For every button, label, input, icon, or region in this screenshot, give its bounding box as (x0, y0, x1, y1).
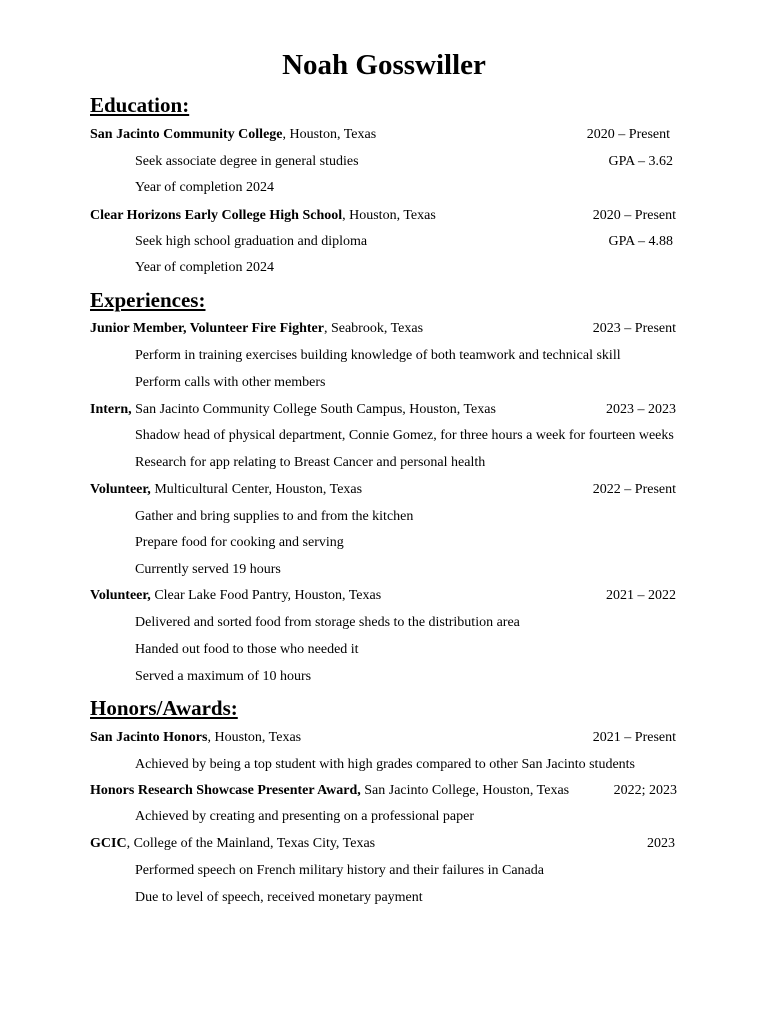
entry-title: Clear Horizons Early College High School (90, 208, 343, 223)
entry-title: Intern, (90, 402, 132, 417)
entry-date: 2021 – Present (592, 730, 676, 745)
entry-detail: Research for app relating to Breast Cancer and personal health (135, 455, 486, 470)
entry-location: San Jacinto College, Houston, Texas (360, 783, 570, 798)
entry-detail: Served a maximum of 10 hours (135, 669, 312, 684)
entry-location: San Jacinto Community College South Campus, Houston, Texas (131, 402, 496, 417)
entry-location: , Houston, Texas (342, 208, 436, 223)
experience-entry (90, 399, 676, 421)
gpa-value: GPA – 3.62 (608, 154, 673, 169)
experiences-heading: Experiences: (90, 288, 206, 312)
entry-date: 2022; 2023 (613, 783, 677, 798)
honor-entry (90, 727, 676, 749)
entry-detail (135, 177, 673, 199)
resume-name: Noah Gosswiller (282, 49, 486, 81)
entry-date: 2021 – 2022 (606, 588, 676, 603)
entry-detail: Prepare food for cooking and serving (135, 535, 344, 550)
detail-text: Seek high school graduation and diploma (135, 234, 368, 249)
detail-text: Year of completion 2024 (135, 180, 274, 195)
entry-detail (135, 151, 673, 173)
entry-location: , College of the Mainland, Texas City, Texas (126, 836, 376, 851)
entry-location: Clear Lake Food Pantry, Houston, Texas (150, 588, 382, 603)
entry-detail: Handed out food to those who needed it (135, 642, 359, 657)
detail-text: Year of completion 2024 (135, 260, 274, 275)
entry-detail: Performed speech on French military history and their failures in Canada (135, 863, 544, 878)
entry-detail (135, 257, 673, 279)
experience-entry (90, 479, 676, 501)
entry-detail: Achieved by being a top student with high grades compared to other San Jacinto students (135, 757, 636, 772)
entry-title: Junior Member, Volunteer Fire Fighter (90, 321, 324, 336)
entry-location: , Seabrook, Texas (323, 321, 424, 336)
entry-title: San Jacinto Honors (90, 730, 208, 745)
education-heading: Education: (90, 93, 190, 117)
entry-date: 2020 – Present (586, 127, 670, 142)
entry-location: , Houston, Texas (282, 127, 377, 142)
entry-location: Multicultural Center, Houston, Texas (150, 482, 363, 497)
entry-detail: Achieved by creating and presenting on a professional paper (135, 809, 474, 824)
entry-title: Volunteer, (90, 482, 151, 497)
experience-entry (90, 585, 676, 607)
detail-text: Seek associate degree in general studies (135, 154, 359, 169)
entry-detail (135, 231, 673, 253)
experience-entry (90, 318, 676, 340)
education-entry (90, 205, 676, 227)
entry-detail: Due to level of speech, received monetary payment (135, 890, 423, 905)
entry-detail: Delivered and sorted food from storage sheds to the distribution area (135, 615, 520, 630)
entry-date: 2023 – Present (592, 321, 676, 336)
entry-date: 2022 – Present (592, 482, 676, 497)
entry-title: GCIC (90, 836, 127, 851)
entry-title: Honors Research Showcase Presenter Award, (90, 783, 361, 798)
entry-title: San Jacinto Community College (90, 127, 283, 142)
entry-detail: Perform calls with other members (135, 375, 326, 390)
entry-detail: Gather and bring supplies to and from the kitchen (135, 509, 414, 524)
education-entry (90, 124, 676, 146)
honor-entry (90, 833, 676, 855)
honor-entry (90, 780, 676, 802)
entry-date: 2023 (647, 836, 675, 851)
entry-detail: Shadow head of physical department, Connie Gomez, for three hours a week for fourteen weeks (135, 428, 674, 443)
entry-date: 2020 – Present (592, 208, 676, 223)
entry-date: 2023 – 2023 (606, 402, 676, 417)
entry-detail: Currently served 19 hours (135, 562, 281, 577)
honors-heading: Honors/Awards: (90, 696, 238, 720)
entry-detail: Perform in training exercises building knowledge of both teamwork and technical skill (135, 348, 621, 363)
entry-title: Volunteer, (90, 588, 151, 603)
entry-location: , Houston, Texas (207, 730, 302, 745)
gpa-value: GPA – 4.88 (608, 234, 673, 249)
